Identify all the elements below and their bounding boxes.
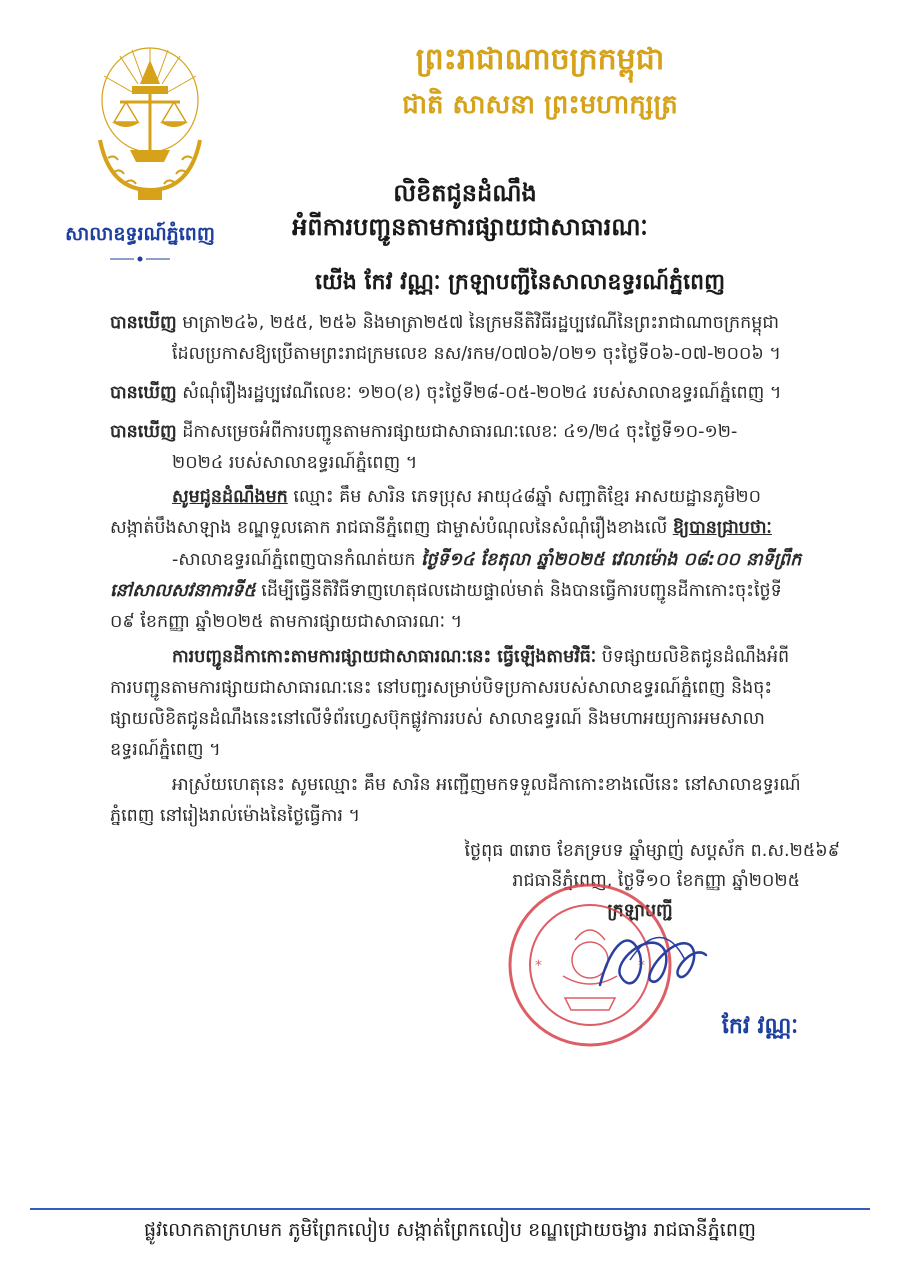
notice-emphasis: ឱ្យបានជ្រាបថាៈ <box>672 518 772 538</box>
place-and-date: រាជធានីភ្នំពេញ, ថ្ងៃទី១០ ខែកញ្ញា ឆ្នាំ២០២៥ <box>512 871 800 891</box>
summons-line-2: ភ្នំពេញ នៅរៀងរាល់ម៉ោងនៃថ្ងៃធ្វើការ ។ <box>110 806 361 826</box>
recital-1-cont: ដែលប្រកាសឱ្យប្រើតាមព្រះរាជក្រមលេខ នស/រកម/០៧០៦/០២១ ចុះថ្ងៃទី០៦-០៧-២០០៦ ។ <box>172 344 781 364</box>
recital-text: មាត្រា២៤៦, ២៥៥, ២៥៦ និងមាត្រា២៥៧ នៃក្រមនីតិវិធីរដ្ឋប្បវេណីនៃព្រះរាជាណាចក្រកម្ពុជា <box>176 313 780 333</box>
notice-line-2 <box>110 513 840 544</box>
notice-text: ឈ្មោះ គឹម សារិន ភេទប្រុស អាយុ៤៨ឆ្នាំ សញ្ជាតិខ្មែរ អាសយដ្ឋានភូមិ២០ <box>287 487 761 507</box>
organization-name: សាលាឧទ្ធរណ៍ភ្នំពេញ <box>65 223 215 245</box>
kingdom-heading: ព្រះរាជាណាចក្រកម្ពុជា <box>415 42 665 77</box>
method-text: បិទផ្សាយលិខិតជូនដំណឹងអំពី <box>596 647 790 667</box>
divider-flourish <box>110 254 170 264</box>
recital-label: បានឃើញ <box>110 422 177 442</box>
method-line-2: ការបញ្ជូនតាមការផ្សាយជាសាធារណៈនេះ នៅបញ្ជរសម្រាប់បិទប្រកាសរបស់សាលាឧទ្ធរណ៍ភ្នំពេញ និងចុះ <box>110 678 773 698</box>
hearing-datetime: ថ្ងៃទី១៤ ខែតុលា ឆ្នាំ២០២៥ វេលាម៉ោង ០៨:០០ នាទីព្រឹក <box>421 550 802 570</box>
national-motto: ជាតិ សាសនា ព្រះមហាក្សត្រ <box>402 90 678 120</box>
lunar-date: ថ្ងៃពុធ ៣រោច ខែភទ្របទ ឆ្នាំម្សាញ់ សប្តស័ក ព.ស.២៥៦៩ <box>464 841 840 861</box>
court-emblem-icon <box>80 40 220 210</box>
hearing-line <box>172 545 840 576</box>
recital-label: បានឃើញ <box>110 383 177 403</box>
hearing-line-2 <box>110 576 840 607</box>
recital-text: ដីកាសម្រេចអំពីការបញ្ជូនតាមការផ្សាយជាសាធារណៈលេខៈ ៤១/២៤ ចុះថ្ងៃទី១០-១២- <box>176 422 738 442</box>
hearing-room: នៅសាលសវនាការទី៥ <box>110 581 256 601</box>
issuer-line: យើង កែវ វណ្ណៈ ក្រឡាបញ្ជីនៃសាលាឧទ្ធរណ៍ភ្នំពេញ <box>314 270 726 295</box>
handwritten-signature <box>590 915 710 1005</box>
footer-address: ផ្លូវលោកតាក្រហមក ភូមិព្រែកលៀប សង្កាត់ព្រែកលៀប ខណ្ឌជ្រោយចង្វារ រាជធានីភ្នំពេញ <box>144 1219 756 1241</box>
signer-name: កែវ វណ្ណៈ <box>721 1014 799 1039</box>
document-title: លិខិតជូនដំណឹង <box>393 179 537 207</box>
document-subtitle: អំពីការបញ្ជូនតាមការផ្សាយជាសាធារណៈ <box>292 213 648 241</box>
hearing-text: ដើម្បីធ្វើនីតិវិធីទាញហេតុផលដោយផ្ទាល់មាត់ និងបានធ្វើការបញ្ជូនដីកាកោះចុះថ្ងៃទី <box>255 581 782 601</box>
recital-label: បានឃើញ <box>110 313 177 333</box>
recital-text: សំណុំរឿងរដ្ឋប្បវេណីលេខៈ ១២០(ខ) ចុះថ្ងៃទី២៨-០៥-២០២៤ របស់សាលាឧទ្ធរណ៍ភ្នំពេញ ។ <box>176 383 782 403</box>
recital-3-cont: ២០២៤ របស់សាលាឧទ្ធរណ៍ភ្នំពេញ ។ <box>172 453 418 473</box>
summons-paragraph: អាស្រ័យហេតុនេះ សូមឈ្មោះ គឹម សារិន អញ្ជើញមកទទួលដីកាកោះខាងលើនេះ នៅសាលាឧទ្ធរណ៍ <box>172 775 801 795</box>
notice-paragraph <box>172 482 832 513</box>
method-lead: ការបញ្ជូនដីកាកោះតាមការផ្សាយជាសាធារណៈនេះ ធ្វើឡើងតាមវិធីៈ <box>172 647 597 667</box>
svg-text:*: * <box>535 958 542 974</box>
hearing-text: -សាលាឧទ្ធរណ៍ភ្នំពេញបានកំណត់យក <box>172 550 421 570</box>
svg-text:*: * <box>638 958 645 974</box>
footer-divider <box>30 1208 870 1210</box>
recital-2 <box>110 378 830 409</box>
recital-1 <box>110 308 830 339</box>
notice-lead: សូមជូនដំណឹងមក <box>172 487 288 507</box>
notice-text: សង្កាត់បឹងសាឡាង ខណ្ឌទួលគោក រាជធានីភ្នំពេញ ជាម្ចាស់បំណុលនៃសំណុំរឿងខាងលើ <box>110 518 673 538</box>
signer-role: ក្រឡាបញ្ជី <box>607 901 673 921</box>
recital-3 <box>110 417 830 448</box>
method-line-4: ឧទ្ធរណ៍ភ្នំពេញ ។ <box>110 740 221 760</box>
hearing-line-3: ០៩ ខែកញ្ញា ឆ្នាំ២០២៥ តាមការផ្សាយជាសាធារណៈ ។ <box>110 612 463 632</box>
method-line-3: ផ្សាយលិខិតជូនដំណឹងនេះនៅលើទំព័រហ្វេសប៊ុកផ្លូវការរបស់ សាលាឧទ្ធរណ៍ និងមហាអយ្យការអមសាលា <box>110 709 765 729</box>
method-paragraph <box>172 642 840 673</box>
